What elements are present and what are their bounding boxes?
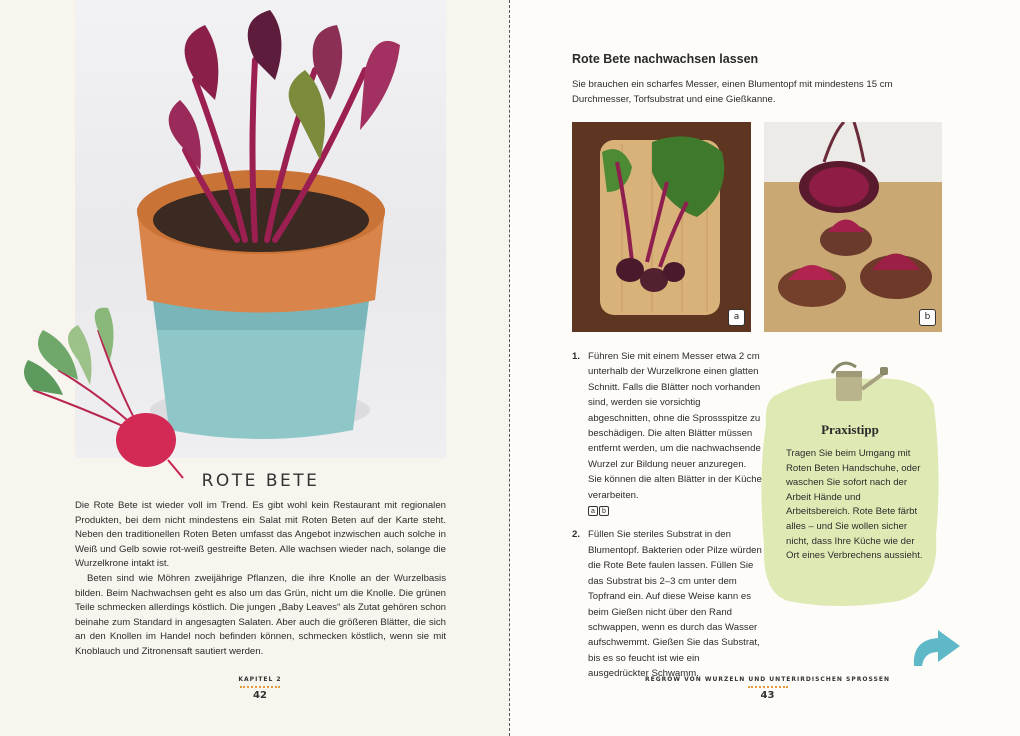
page-footer-left <box>230 676 290 701</box>
photo-ref-a: a <box>588 506 598 516</box>
page-footer-right <box>640 676 895 701</box>
paragraph: Beten sind wie Möhren zweijährige Pflanzen, die ihre Knolle an der Wurzelbasis bilden. Beim Nachwachsen geht es also um das Grün, nicht um die Knolle. Die grünen Teile schmecken allerdings köstlich. Die jungen „Baby Leaves“ als Zutat gehören schon beinahe zum Standard in angesagten Salaten. Aber auch die größeren Blätter, die sich an den Knollen im Handel noch befinden können, schmecken köstlich, wenn sie mit Knoblauch und Zitronensaft sautiert werden. <box>75 572 446 657</box>
tip-title: Praxistipp <box>821 422 879 437</box>
photo-a <box>572 122 751 332</box>
step-text: Führen Sie mit einem Messer etwa 2 cm unterhalb der Wurzelkrone einen glatten Schnitt. Falls die Blätter noch vorhanden sind, werden sie vorsichtig abgeschnitten, ohne die Sprossspitze zu beschädigen. Die alten Blätter müssen entfernt werden, um die nachwachsende Wurzel zur Bildung neuer anzuregen. Sie können die alten Blätter in der Küche verarbeiten. <box>588 351 762 501</box>
page-number: 43 <box>760 690 775 701</box>
list-item <box>572 527 762 681</box>
instruction-list <box>572 349 762 691</box>
section-heading: Rote Bete nachwachsen lassen <box>572 52 759 66</box>
page-title: ROTE BETE <box>201 471 320 491</box>
step-text: Füllen Sie steriles Substrat in den Blumentopf. Bakterien oder Pilze würden die Rote Bete faulen lassen. Füllen Sie das Substrat bis 2–3 cm unter dem Topfrand ein. Auf diese Weise kann es beim Gießen nicht über den Rand schwappen, wenn es durch das Wasser aufschwemmt. Gießen Sie das Substrat, bis es so feucht ist wie ein ausgedrückter Schwamm. <box>588 529 762 680</box>
list-item <box>572 349 762 518</box>
footer-divider <box>748 686 788 688</box>
watering-can-icon <box>822 355 892 411</box>
paragraph: Die Rote Bete ist wieder voll im Trend. Es gibt wohl kein Restaurant mit regionalen Produkten, bei dem nicht mindestens ein Salat mit Roten Beten auf der Karte steht. Neben den traditionellen Roten Beten umfasst das Angebot inzwischen auch solche in Weiß und Gelb sowie rot-weiß gestreifte Beten. Alle wachsen wieder nach, solange die Wurzelkrone intakt ist. <box>75 500 446 570</box>
body-text <box>75 499 446 660</box>
step-number: 1. <box>572 351 581 362</box>
photo-label-a: a <box>728 309 745 326</box>
photo-label-b: b <box>919 309 936 326</box>
page-number: 42 <box>253 690 267 701</box>
step-number: 2. <box>572 529 581 541</box>
intro-text: Sie brauchen ein scharfes Messer, einen Blumentopf mit mindestens 15 cm Durchmesser, Torfsubstrat und eine Gießkanne. <box>572 79 893 105</box>
turn-arrow-icon <box>908 626 968 672</box>
tip-text: Tragen Sie beim Umgang mit Roten Beten Handschuhe, oder waschen Sie sofort nach der Arbeit Hände und Arbeitsbereich. Rote Bete färbt alles – und Sie wollen sicher nicht, dass Ihre Küche wie der Ort eines Verbrechens aussieht. <box>786 448 923 562</box>
beet-illustration <box>18 300 188 480</box>
footer-divider <box>240 686 280 688</box>
chapter-label: KAPITEL 2 <box>238 676 282 683</box>
section-label: REGROW VON WURZELN UND UNTERIRDISCHEN SPROSSEN <box>645 676 890 683</box>
photo-b <box>764 122 942 332</box>
right-page <box>510 0 1020 736</box>
photo-ref-b: b <box>599 506 609 516</box>
